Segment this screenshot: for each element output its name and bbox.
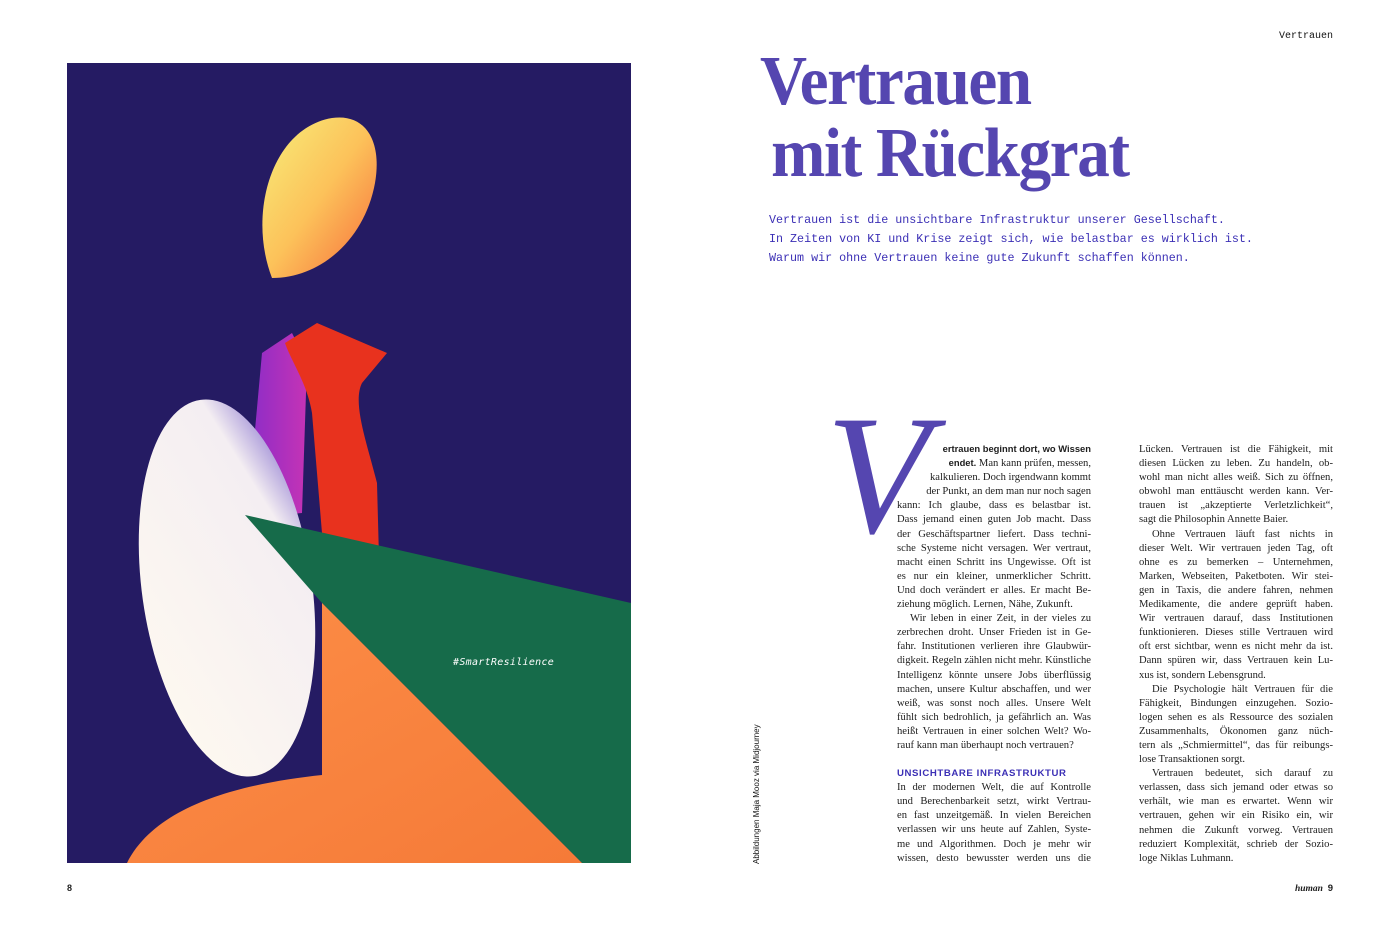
- text-line: gen in Taxis, die andere fahren, nehmen: [1139, 584, 1333, 596]
- text-line: Fähigkeit, Bindungen einzugehen. Sozio-: [1139, 697, 1333, 709]
- text-line: Intelligenz könnte unsere Jobs überflüssig: [897, 669, 1091, 681]
- text-line: macht einen Schritt ins Ungewisse. Oft ist: [897, 556, 1091, 568]
- paragraph: [1139, 443, 1333, 528]
- text-line: machen, unsere Kultur abschaffen, und wer: [897, 683, 1091, 695]
- text-line: Dass jemand einen guten Job macht. Dass: [897, 514, 1091, 526]
- text-line: Dann spüren wir, dass Vertrauen kein Lu-: [1139, 655, 1333, 667]
- text-line: wissen, desto bewusster werden uns die: [897, 852, 1091, 864]
- paragraph: [897, 471, 1091, 612]
- text-line: fühlt sich bedrohlich, ja gefährlich an. Was: [897, 711, 1091, 723]
- text-line: obwohl man enttäuscht werden kann. Ver-: [1139, 486, 1333, 498]
- text-line: funktionieren. Dieses stille Vertrauen wird: [1139, 627, 1333, 639]
- cover-illustration: [67, 63, 631, 863]
- lead-bold: endet.: [948, 457, 977, 469]
- text-line: verlassen wir uns heute auf Zahlen, Syste-: [897, 824, 1091, 836]
- page-number-right: 9: [1327, 883, 1333, 894]
- text-line: ohne es zu bemerken – Unternehmen,: [1139, 556, 1333, 568]
- text-line: me und Algorithmen. Doch je mehr wir: [897, 838, 1091, 850]
- hashtag-caption: #SmartResilience: [453, 657, 555, 668]
- text-line: lose Transaktionen sorgt.: [1139, 754, 1246, 766]
- paragraph: [897, 781, 1091, 866]
- text-line: Wir vertrauen darauf, dass Institutionen: [1139, 613, 1333, 625]
- text-line: der Geschäftspartner liefert. Dass techni-: [897, 528, 1091, 540]
- text-line: nehmen die Zukunft vorweg. Vertrauen: [1139, 824, 1333, 836]
- text-line: rauf kann man überhaupt noch vertrauen?: [897, 739, 1074, 751]
- text-line: weiß, was sonst noch alles. Unsere Welt: [897, 697, 1091, 709]
- text-line: Vertrauen bedeutet, sich darauf zu: [1152, 768, 1333, 780]
- paragraph: [1139, 528, 1333, 683]
- text-line: Und doch verändert er alles. Er macht Be-: [897, 584, 1091, 596]
- text-line: Zusammenhalts, Ökonomen ganz nüch-: [1139, 725, 1333, 737]
- text-line: verlassen, dass sich jemand oder etwas so: [1139, 782, 1333, 794]
- drop-cap: V: [826, 381, 930, 569]
- text-line: Ohne Vertrauen läuft fast nichts in: [1152, 528, 1333, 540]
- magazine-name: human: [1294, 884, 1323, 894]
- text-line: fahr. Institutionen verlieren ihre Glaubwür-: [897, 641, 1091, 653]
- text-line: tern als „Schmiermittel“, das für reibungs-: [1139, 739, 1333, 751]
- text-line: Lücken. Vertrauen ist die Fähigkeit, mit: [1139, 444, 1333, 455]
- text-line: kalkulieren. Doch irgendwann kommt: [929, 472, 1091, 484]
- text-line: kann: Ich glaube, dass es belastbar ist.: [897, 500, 1091, 512]
- text-line: vertrauen, gehen wir ein Risiko ein, wir: [1139, 810, 1333, 822]
- text-line: diesen Lücken zu leben. Zu handeln, ob-: [1139, 458, 1333, 470]
- text-line: Wir leben in einer Zeit, in der vieles zu: [910, 613, 1091, 625]
- text-column-2: [1139, 443, 1333, 866]
- running-head: Vertrauen: [1278, 31, 1333, 42]
- image-credit: Abbildungen Maja Mooz via Midjourney: [752, 724, 761, 864]
- lead-line: [897, 457, 1091, 471]
- text-line: oft erst sichtbar, wenn es nicht mehr da ist.: [1139, 641, 1333, 653]
- article-dek: [769, 211, 1253, 268]
- text-line: sagt die Philosophin Annette Baier.: [1139, 514, 1289, 526]
- text-line: loge Niklas Luhmann.: [1139, 852, 1234, 864]
- text-line: und Berechenbarkeit setzt, wirkt Vertrau-: [897, 796, 1091, 808]
- text-line: en fast unzeitgemäß. In vielen Bereichen: [897, 810, 1091, 822]
- text-line: verhält, wie man es erwartet. Wenn wir: [1139, 796, 1333, 808]
- article-title: [760, 43, 1129, 192]
- text-line: xus ist, sondern Lebensgrund.: [1139, 669, 1266, 681]
- lead-line: ertrauen beginnt dort, wo Wissen: [942, 443, 1091, 454]
- paragraph: [1139, 683, 1333, 768]
- text-line: dieser Welt. Wir vertrauen jeden Tag, oft: [1139, 542, 1333, 554]
- page-footer-right: [1295, 883, 1333, 894]
- text-line: sche Systeme nicht versagen. Wer vertraut,: [897, 542, 1091, 554]
- dek-line: Warum wir ohne Vertrauen keine gute Zukunft schaffen können.: [769, 251, 1190, 265]
- text-line: der Punkt, an dem man nur noch sagen: [926, 486, 1091, 498]
- text-line: In der modernen Welt, die auf Kontrolle: [897, 782, 1091, 794]
- text-line: es nur ein kleiner, unmerklicher Schritt.: [897, 570, 1091, 582]
- page-number-left: 8: [67, 883, 73, 893]
- paragraph: [1139, 767, 1333, 866]
- subheading: UNSICHTBARE INFRASTRUKTUR: [897, 768, 1067, 780]
- text-line: ziehung möglich. Lernen, Nähe, Zukunft.: [897, 599, 1073, 611]
- text-line: digkeit. Regeln zählen nicht mehr. Künstliche: [897, 655, 1091, 667]
- lead-rest: Man kann prüfen, messen,: [976, 458, 1091, 470]
- title-line-1: Vertrauen: [760, 43, 1031, 120]
- text-line: heißt Vertrauen in einer solchen Welt? Wo-: [897, 725, 1091, 737]
- text-line: Marken, Webseiten, Paketboten. Wir stei-: [1139, 570, 1333, 582]
- dek-line: In Zeiten von KI und Krise zeigt sich, wie belastbar es wirklich ist.: [769, 232, 1253, 246]
- text-line: logen sehen es als Ressource des sozialen: [1139, 711, 1333, 723]
- paragraph: [897, 612, 1091, 753]
- text-line: Medikamente, die andere geprüft haben.: [1139, 599, 1333, 611]
- dek-line: Vertrauen ist die unsichtbare Infrastruktur unserer Gesellschaft.: [769, 213, 1225, 227]
- text-line: trauen ist „akzeptierte Verletzlichkeit“,: [1139, 500, 1333, 512]
- text-line: wohl man nicht alles weiß. Sich zu öffnen,: [1139, 472, 1333, 484]
- title-line-2: mit Rückgrat: [771, 115, 1129, 192]
- text-line: reduziert Komplexität, schrieb der Sozio-: [1139, 838, 1333, 850]
- text-line: zerbrechen droht. Unser Frieden ist in Ge-: [897, 627, 1091, 639]
- text-column-1: [897, 443, 1091, 866]
- text-line: Die Psychologie hält Vertrauen für die: [1152, 683, 1333, 695]
